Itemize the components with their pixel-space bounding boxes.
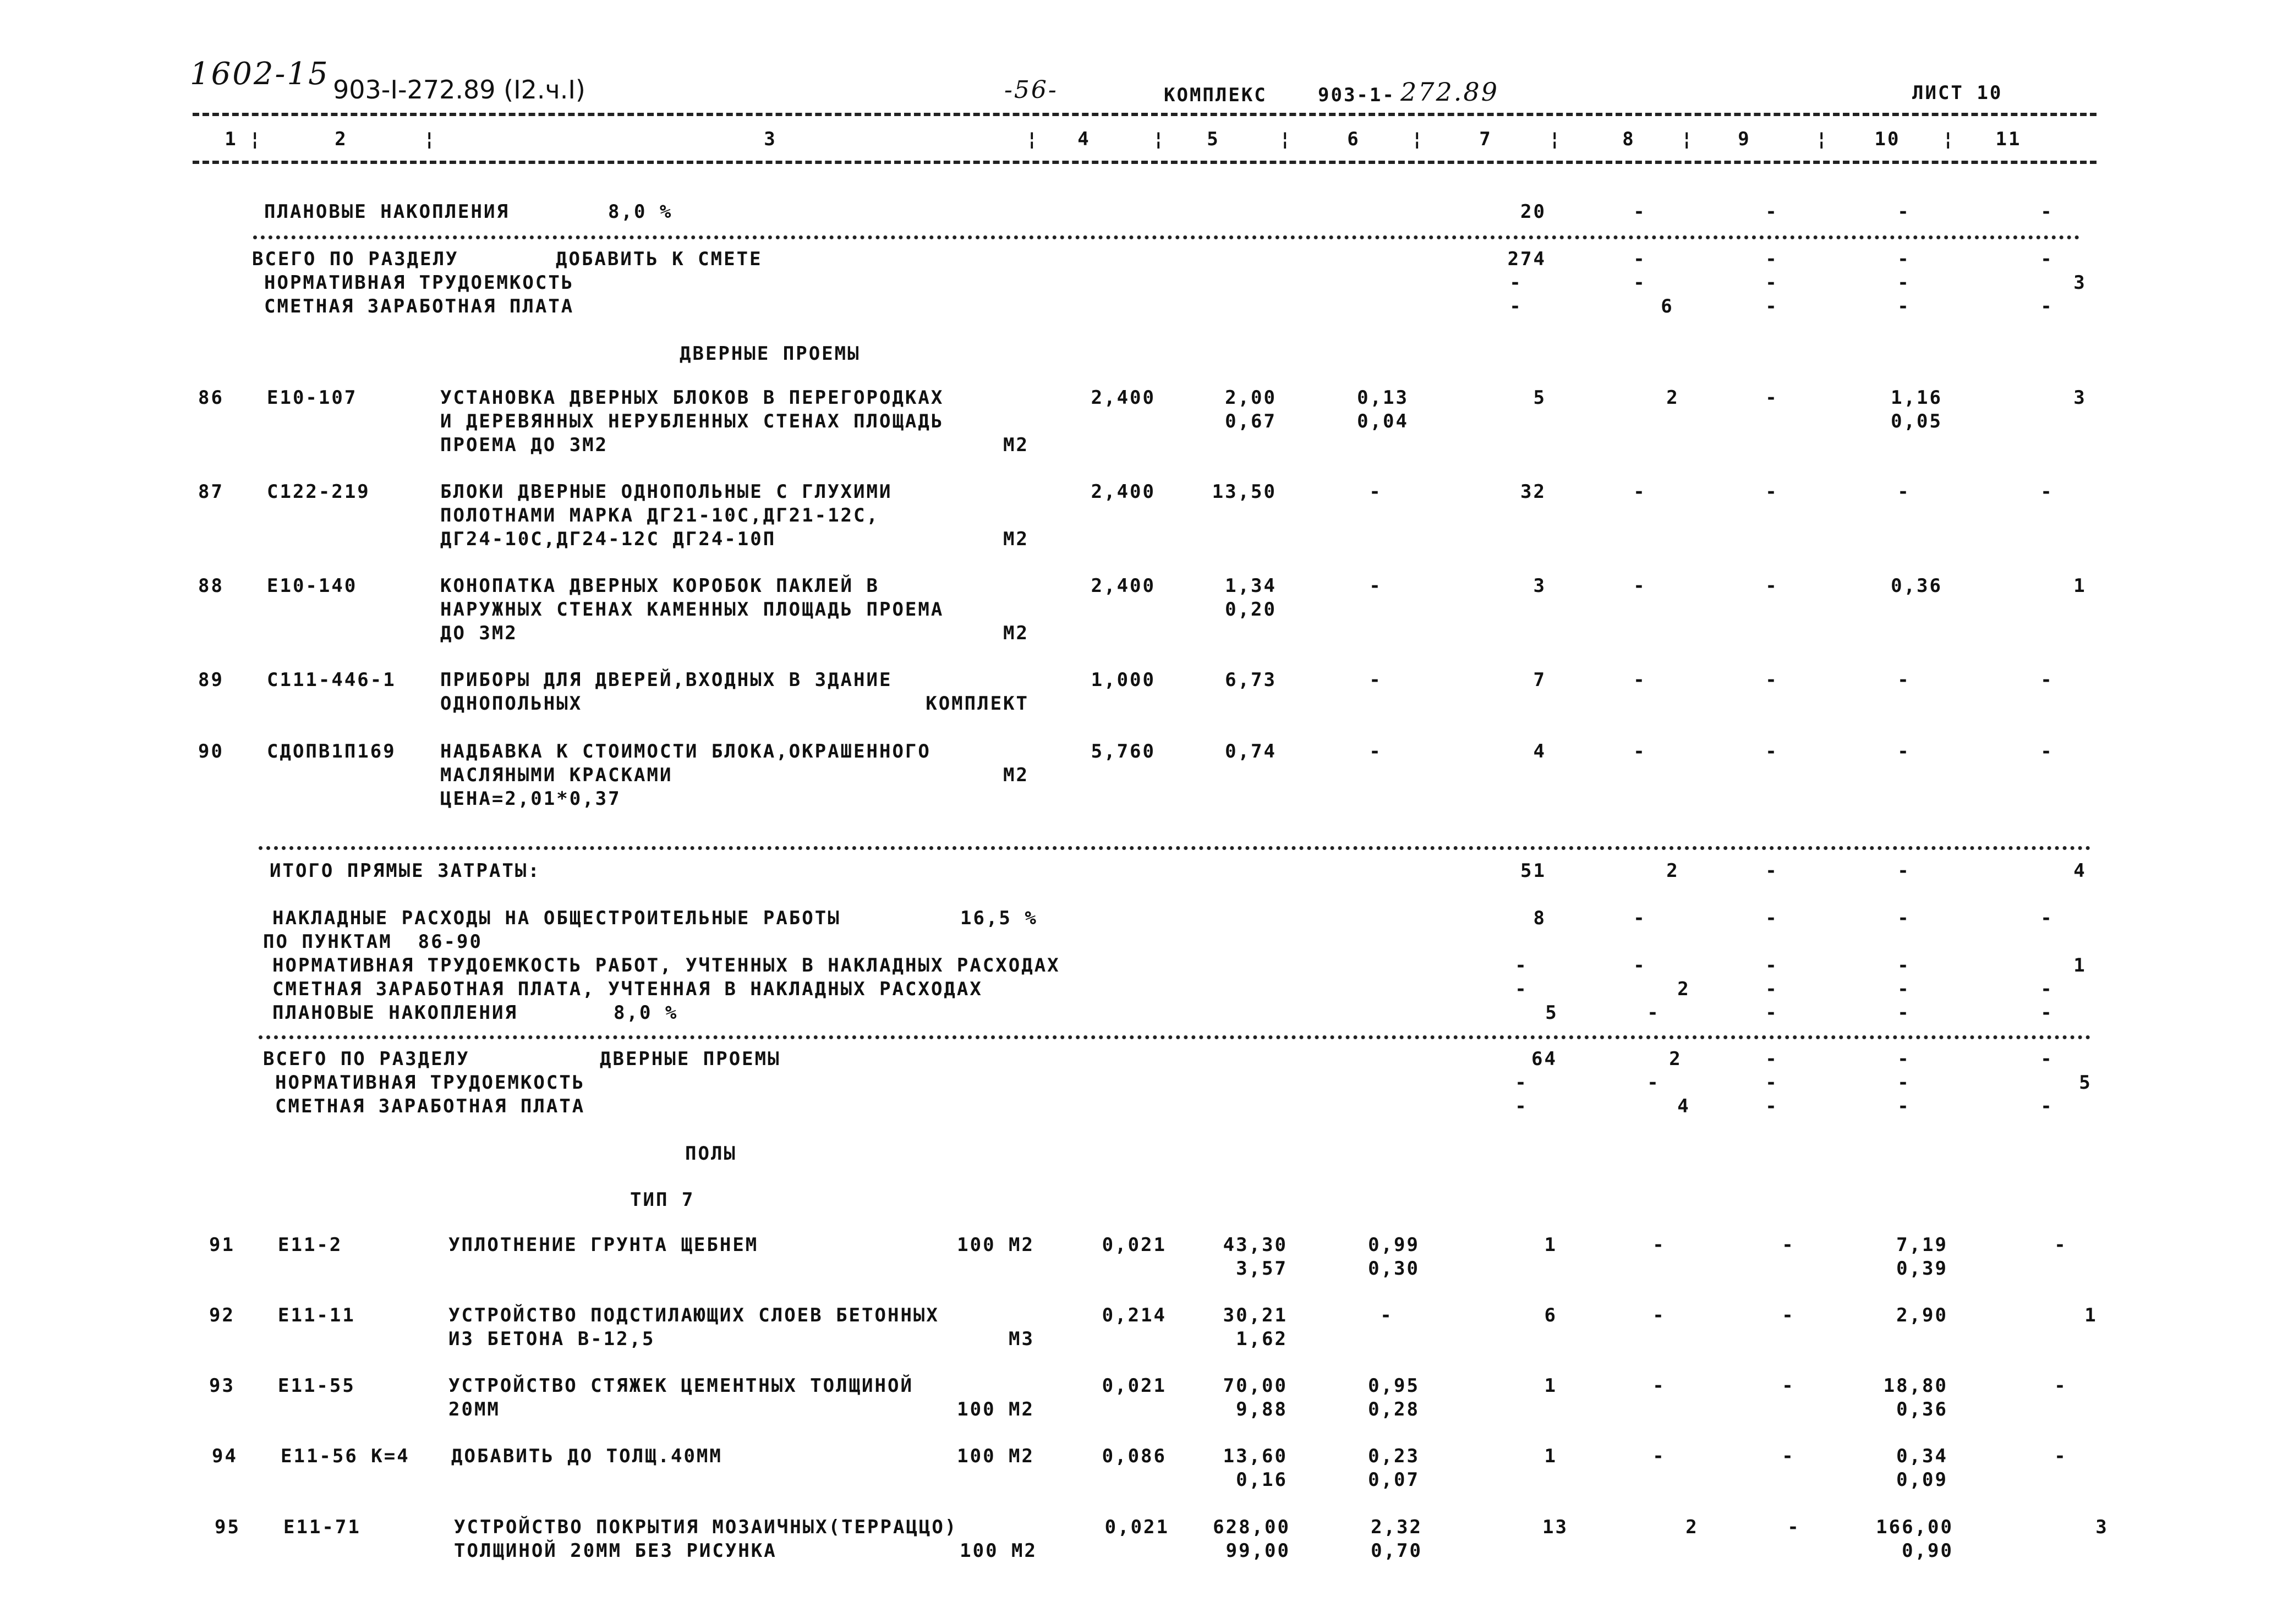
rate-code: Е11-55 <box>278 1375 355 1397</box>
total-cost: 32 <box>1520 481 1546 503</box>
col10-second: 0,05 <box>1891 410 1942 432</box>
unit: М3 <box>1009 1328 1034 1350</box>
unit-cost: 13,60 <box>1223 1445 1288 1467</box>
work-description: ОДНОПОЛЬНЫХ <box>440 693 583 715</box>
unit-cost: 43,30 <box>1223 1234 1288 1256</box>
machine-cost-wage: 0,30 <box>1368 1258 1420 1280</box>
row-number: 92 <box>209 1304 235 1326</box>
section-total-add-label: ДОБАВИТЬ К СМЕТЕ <box>556 248 763 270</box>
machine-cost: 0,23 <box>1368 1445 1420 1467</box>
col11: 1 <box>2084 1304 2098 1326</box>
col-separator: ¦ <box>1549 128 1562 150</box>
planned-c10: - <box>1897 201 1911 223</box>
work-description: НАДБАВКА К СТОИМОСТИ БЛОКА,ОКРАШЕННОГО <box>440 740 931 762</box>
section-total-label: ВСЕГО ПО РАЗДЕЛУ <box>252 248 459 270</box>
col11: - <box>2054 1445 2067 1467</box>
work-description: УСТРОЙСТВО ПОКРЫТИЯ МОЗАИЧНЫХ(ТЕРРАЦЦО) <box>454 1516 958 1538</box>
doors-total-c8: 2 <box>1669 1048 1682 1070</box>
norm-c8: - <box>1633 272 1646 294</box>
unit-cost: 0,74 <box>1225 740 1277 762</box>
overhead-points: ПО ПУНКТАМ 86-90 <box>263 931 483 953</box>
row-number: 90 <box>198 740 224 762</box>
quantity: 0,214 <box>1102 1304 1167 1326</box>
overhead-c11: - <box>2040 907 2054 929</box>
dotted-separator <box>253 235 2080 239</box>
col10-second: 0,90 <box>1902 1540 1953 1562</box>
rate-code: Е11-2 <box>278 1234 343 1256</box>
rate-code: Е11-71 <box>283 1516 361 1538</box>
floor-type-heading: ТИП 7 <box>630 1189 695 1211</box>
work-description: УПЛОТНЕНИЕ ГРУНТА ЩЕБНЕМ <box>448 1234 759 1256</box>
direct-c9: - <box>1765 860 1778 882</box>
doors-total-wage-label: СМЕТНАЯ ЗАРАБОТНАЯ ПЛАТА <box>275 1095 585 1117</box>
work-description: ДГ24-10С,ДГ24-12С ДГ24-10П <box>440 528 776 550</box>
col-num-6: 6 <box>1347 128 1360 150</box>
work-description: МАСЛЯНЫМИ КРАСКАМИ <box>440 764 673 786</box>
planned-c7: 20 <box>1520 201 1546 223</box>
work-description: 20ММ <box>448 1398 500 1420</box>
col11: - <box>2040 481 2054 503</box>
col-separator: ¦ <box>249 128 262 150</box>
work-description: ДОБАВИТЬ ДО ТОЛЩ.40ММ <box>451 1445 722 1467</box>
overhead-wage-c10: - <box>1897 978 1911 1000</box>
unit-cost-wage: 9,88 <box>1236 1398 1288 1420</box>
machine-cost-wage: 0,70 <box>1371 1540 1422 1562</box>
row-number: 87 <box>198 481 224 503</box>
doors-total-name: ДВЕРНЫЕ ПРОЕМЫ <box>600 1048 781 1070</box>
machine-cost: 0,99 <box>1368 1234 1420 1256</box>
overhead-norm-c9: - <box>1765 954 1778 976</box>
col10: 0,34 <box>1896 1445 1948 1467</box>
row-number: 93 <box>209 1375 235 1397</box>
col11: - <box>2040 669 2054 691</box>
col-separator: ¦ <box>1816 128 1829 150</box>
row-number: 95 <box>215 1516 240 1538</box>
col-separator: ¦ <box>1681 128 1694 150</box>
unit: 100 М2 <box>957 1234 1034 1256</box>
col10-second: 0,36 <box>1896 1398 1948 1420</box>
overhead-norm-c7: - <box>1515 954 1528 976</box>
work-description: ЦЕНА=2,01*0,37 <box>440 788 621 810</box>
col-separator: ¦ <box>1026 128 1039 150</box>
work-description: ПРИБОРЫ ДЛЯ ДВЕРЕЙ,ВХОДНЫХ В ЗДАНИЕ <box>440 669 893 691</box>
col-separator: ¦ <box>1153 128 1166 150</box>
header-rule-bottom <box>193 161 2097 164</box>
dotted-separator <box>259 1035 2091 1039</box>
doors-total-wage-c8: 4 <box>1677 1095 1690 1117</box>
col-num-3: 3 <box>764 128 777 150</box>
total-c7: 274 <box>1507 248 1546 270</box>
doors-total-norm-c8: - <box>1647 1072 1660 1094</box>
work-description: УСТРОЙСТВО СТЯЖЕК ЦЕМЕНТНЫХ ТОЛЩИНОЙ <box>448 1375 913 1397</box>
col-num-9: 9 <box>1738 128 1751 150</box>
col9: - <box>1765 387 1778 409</box>
col-num-10: 10 <box>1874 128 1901 150</box>
machine-cost: 2,32 <box>1371 1516 1422 1538</box>
unit: 100 М2 <box>957 1398 1034 1420</box>
total-cost: 6 <box>1544 1304 1557 1326</box>
unit: КОМПЛЕКТ <box>926 693 1029 715</box>
doors-total-norm-c7: - <box>1515 1072 1528 1094</box>
doors-total-norm-c11: 5 <box>2079 1072 2092 1094</box>
unit: 100 М2 <box>957 1445 1034 1467</box>
col9: - <box>1765 669 1778 691</box>
overhead-norm-c10: - <box>1897 954 1911 976</box>
machine-cost: 0,95 <box>1368 1375 1420 1397</box>
col9: - <box>1782 1304 1795 1326</box>
col11: 3 <box>2073 387 2087 409</box>
quantity: 0,021 <box>1102 1234 1167 1256</box>
overhead-c9: - <box>1765 907 1778 929</box>
col10: 18,80 <box>1883 1375 1948 1397</box>
col10: 1,16 <box>1891 387 1942 409</box>
overhead-c10: - <box>1897 907 1911 929</box>
machine-cost: - <box>1369 740 1382 762</box>
total-c8: - <box>1633 248 1646 270</box>
unit-cost: 30,21 <box>1223 1304 1288 1326</box>
wage-c8: 6 <box>1661 295 1674 317</box>
work-description: ТОЛЩИНОЙ 20ММ БЕЗ РИСУНКА <box>454 1540 777 1562</box>
unit-cost: 2,00 <box>1225 387 1277 409</box>
col9: - <box>1765 481 1778 503</box>
wage-c11: - <box>2040 295 2054 317</box>
col11: 1 <box>2073 575 2087 597</box>
overhead-wage-c9: - <box>1765 978 1778 1000</box>
rate-code: СДОПВ1П169 <box>267 740 396 762</box>
machine-cost: 0,13 <box>1357 387 1409 409</box>
machine-cost: - <box>1369 575 1382 597</box>
machine-cost-wage: 0,07 <box>1368 1469 1420 1491</box>
direct-c8: 2 <box>1666 860 1679 882</box>
total-cost: 7 <box>1533 669 1546 691</box>
section-heading-doors: ДВЕРНЫЕ ПРОЕМЫ <box>680 343 861 365</box>
col10: 166,00 <box>1876 1516 1953 1538</box>
doors-total-wage-c9: - <box>1765 1095 1778 1117</box>
col8: 2 <box>1666 387 1679 409</box>
col-num-11: 11 <box>1995 128 2022 150</box>
quantity: 0,021 <box>1104 1516 1169 1538</box>
direct-c10: - <box>1897 860 1911 882</box>
work-description: ПОЛОТНАМИ МАРКА ДГ21-10С,ДГ21-12С, <box>440 504 879 526</box>
col-num-7: 7 <box>1479 128 1492 150</box>
planned-accumulation-label: ПЛАНОВЫЕ НАКОПЛЕНИЯ <box>264 201 510 223</box>
unit: М2 <box>1003 764 1029 786</box>
col10-second: 0,09 <box>1896 1469 1948 1491</box>
overhead-wage-c11: - <box>2040 978 2054 1000</box>
overhead-c8: - <box>1633 907 1646 929</box>
total-c10: - <box>1897 248 1911 270</box>
overhead-wage-c7: - <box>1515 978 1528 1000</box>
dotted-separator <box>259 846 2091 850</box>
total-cost: 3 <box>1533 575 1546 597</box>
col10: 2,90 <box>1896 1304 1948 1326</box>
doc-code: 903-I-272.89 (I2.ч.I) <box>333 75 585 105</box>
page-number: -56- <box>1004 76 1058 104</box>
row-number: 86 <box>198 387 224 409</box>
doors-total-c11: - <box>2040 1048 2054 1070</box>
overhead-percent: 16,5 % <box>960 907 1038 929</box>
overhead-norm-c8: - <box>1633 954 1646 976</box>
estimated-wage-label: СМЕТНАЯ ЗАРАБОТНАЯ ПЛАТА <box>264 295 574 317</box>
wage-c10: - <box>1897 295 1911 317</box>
normative-labor-label: НОРМАТИВНАЯ ТРУДОЕМКОСТЬ <box>264 272 574 294</box>
wage-c7: - <box>1509 295 1523 317</box>
col-num-2: 2 <box>335 128 348 150</box>
planned-c8: - <box>1633 201 1646 223</box>
quantity: 1,000 <box>1091 669 1156 691</box>
total-cost: 1 <box>1544 1445 1557 1467</box>
col9: - <box>1782 1445 1795 1467</box>
unit-cost-wage: 3,57 <box>1236 1258 1288 1280</box>
machine-cost: - <box>1369 669 1382 691</box>
col11: - <box>2054 1375 2067 1397</box>
col10: - <box>1897 481 1911 503</box>
col-separator: ¦ <box>1411 128 1425 150</box>
complex-code-handwritten: 272.89 <box>1400 77 1499 107</box>
direct-c11: 4 <box>2073 860 2087 882</box>
work-description: ДО 3М2 <box>440 622 518 644</box>
total-cost: 13 <box>1542 1516 1568 1538</box>
sheet-number: ЛИСТ 10 <box>1912 82 2003 104</box>
rate-code: С122-219 <box>267 481 370 503</box>
unit: 100 М2 <box>960 1540 1037 1562</box>
overhead-planned-label: ПЛАНОВЫЕ НАКОПЛЕНИЯ <box>272 1002 518 1024</box>
col9: - <box>1765 575 1778 597</box>
quantity: 2,400 <box>1091 575 1156 597</box>
total-cost: 5 <box>1533 387 1546 409</box>
doors-total-wage-c11: - <box>2040 1095 2054 1117</box>
col9: - <box>1765 740 1778 762</box>
col8: - <box>1652 1234 1666 1256</box>
unit: М2 <box>1003 622 1029 644</box>
row-number: 94 <box>212 1445 238 1467</box>
work-description: ПРОЕМА ДО 3М2 <box>440 434 609 456</box>
col8: - <box>1652 1445 1666 1467</box>
work-description: И ДЕРЕВЯННЫХ НЕРУБЛЕННЫХ СТЕНАХ ПЛОЩАДЬ <box>440 410 944 432</box>
doors-total-wage-c10: - <box>1897 1095 1911 1117</box>
unit-cost: 70,00 <box>1223 1375 1288 1397</box>
norm-c7: - <box>1509 272 1523 294</box>
total-c11: - <box>2040 248 2054 270</box>
col10: 7,19 <box>1896 1234 1948 1256</box>
overhead-norm-c11: 1 <box>2073 954 2087 976</box>
rate-code: Е11-56 К=4 <box>281 1445 410 1467</box>
col8: - <box>1633 575 1646 597</box>
col8: - <box>1652 1304 1666 1326</box>
work-description: КОНОПАТКА ДВЕРНЫХ КОРОБОК ПАКЛЕЙ В <box>440 575 879 597</box>
machine-cost-wage: 0,04 <box>1357 410 1409 432</box>
overhead-c7: 8 <box>1533 907 1546 929</box>
col9: - <box>1787 1516 1800 1538</box>
col8: - <box>1633 740 1646 762</box>
overhead-planned-c11: - <box>2040 1002 2054 1024</box>
unit-cost-wage: 0,16 <box>1236 1469 1288 1491</box>
col8: - <box>1652 1375 1666 1397</box>
rate-code: Е11-11 <box>278 1304 355 1326</box>
col-num-8: 8 <box>1622 128 1635 150</box>
col11: - <box>2040 740 2054 762</box>
doors-total-c7: 64 <box>1531 1048 1557 1070</box>
machine-cost: - <box>1369 481 1382 503</box>
quantity: 0,086 <box>1102 1445 1167 1467</box>
unit-cost-wage: 0,67 <box>1225 410 1277 432</box>
direct-costs-label: ИТОГО ПРЯМЫЕ ЗАТРАТЫ: <box>270 860 541 882</box>
unit-cost-wage: 1,62 <box>1236 1328 1288 1350</box>
col11: 3 <box>2095 1516 2109 1538</box>
row-number: 91 <box>209 1234 235 1256</box>
quantity: 0,021 <box>1102 1375 1167 1397</box>
col-num-5: 5 <box>1207 128 1220 150</box>
norm-c11: 3 <box>2073 272 2087 294</box>
rate-code: Е10-107 <box>267 387 358 409</box>
total-c9: - <box>1765 248 1778 270</box>
unit: М2 <box>1003 434 1029 456</box>
col8: - <box>1633 481 1646 503</box>
col10: - <box>1897 669 1911 691</box>
planned-c11: - <box>2040 201 2054 223</box>
overhead-wage-label: СМЕТНАЯ ЗАРАБОТНАЯ ПЛАТА, УЧТЕННАЯ В НАКЛАДНЫХ РАСХОДАХ <box>272 978 983 1000</box>
col9: - <box>1782 1375 1795 1397</box>
doors-total-norm-label: НОРМАТИВНАЯ ТРУДОЕМКОСТЬ <box>275 1072 585 1094</box>
total-cost: 1 <box>1544 1375 1557 1397</box>
norm-c9: - <box>1765 272 1778 294</box>
unit-cost: 6,73 <box>1225 669 1277 691</box>
doors-total-wage-c7: - <box>1515 1095 1528 1117</box>
col8: - <box>1633 669 1646 691</box>
rate-code: Е10-140 <box>267 575 358 597</box>
unit-cost: 13,50 <box>1212 481 1277 503</box>
col-separator: ¦ <box>424 128 437 150</box>
doors-total-norm-c9: - <box>1765 1072 1778 1094</box>
work-description: БЛОКИ ДВЕРНЫЕ ОДНОПОЛЬНЫЕ С ГЛУХИМИ <box>440 481 893 503</box>
col9: - <box>1782 1234 1795 1256</box>
overhead-planned-c8: - <box>1647 1002 1660 1024</box>
doors-total-c9: - <box>1765 1048 1778 1070</box>
col10: - <box>1897 740 1911 762</box>
col-separator: ¦ <box>1279 128 1293 150</box>
machine-cost: - <box>1380 1304 1393 1326</box>
planned-accumulation-percent: 8,0 % <box>608 201 673 223</box>
overhead-planned-c10: - <box>1897 1002 1911 1024</box>
col11: - <box>2054 1234 2067 1256</box>
col10-second: 0,39 <box>1896 1258 1948 1280</box>
work-description: ИЗ БЕТОНА В-12,5 <box>448 1328 655 1350</box>
col-num-1: 1 <box>225 128 238 150</box>
col-separator: ¦ <box>1942 128 1956 150</box>
rate-code: С111-446-1 <box>267 669 396 691</box>
header-rule-top <box>193 113 2097 116</box>
section-heading-floors: ПОЛЫ <box>685 1143 737 1165</box>
overhead-planned-c7: 5 <box>1545 1002 1558 1024</box>
overhead-label: НАКЛАДНЫЕ РАСХОДЫ НА ОБЩЕСТРОИТЕЛЬНЫЕ РАБОТЫ <box>272 907 841 929</box>
overhead-wage-c8: 2 <box>1677 978 1690 1000</box>
complex-code-printed: 903-1- <box>1318 84 1395 106</box>
col8: 2 <box>1685 1516 1699 1538</box>
col-num-4: 4 <box>1077 128 1091 150</box>
direct-c7: 51 <box>1520 860 1546 882</box>
unit-cost: 628,00 <box>1213 1516 1290 1538</box>
planned-c9: - <box>1765 201 1778 223</box>
norm-c10: - <box>1897 272 1911 294</box>
work-description: УСТАНОВКА ДВЕРНЫХ БЛОКОВ В ПЕРЕГОРОДКАХ <box>440 387 944 409</box>
overhead-planned-c9: - <box>1765 1002 1778 1024</box>
total-cost: 1 <box>1544 1234 1557 1256</box>
unit: М2 <box>1003 528 1029 550</box>
overhead-planned-percent: 8,0 % <box>614 1002 678 1024</box>
row-number: 88 <box>198 575 224 597</box>
unit-cost: 1,34 <box>1225 575 1277 597</box>
row-number: 89 <box>198 669 224 691</box>
unit-cost-wage: 99,00 <box>1225 1540 1290 1562</box>
work-description: НАРУЖНЫХ СТЕНАХ КАМЕННЫХ ПЛОЩАДЬ ПРОЕМА <box>440 599 944 621</box>
wage-c9: - <box>1765 295 1778 317</box>
col10: 0,36 <box>1891 575 1942 597</box>
unit-cost-wage: 0,20 <box>1225 599 1277 621</box>
work-description: УСТРОЙСТВО ПОДСТИЛАЮЩИХ СЛОЕВ БЕТОННЫХ <box>448 1304 939 1326</box>
quantity: 2,400 <box>1091 481 1156 503</box>
doors-total-label: ВСЕГО ПО РАЗДЕЛУ <box>263 1048 470 1070</box>
quantity: 5,760 <box>1091 740 1156 762</box>
handwritten-id: 1602-15 <box>190 56 330 92</box>
quantity: 2,400 <box>1091 387 1156 409</box>
overhead-norm-label: НОРМАТИВНАЯ ТРУДОЕМКОСТЬ РАБОТ, УЧТЕННЫХ В НАКЛАДНЫХ РАСХОДАХ <box>272 954 1060 976</box>
machine-cost-wage: 0,28 <box>1368 1398 1420 1420</box>
doors-total-c10: - <box>1897 1048 1911 1070</box>
doors-total-norm-c10: - <box>1897 1072 1911 1094</box>
complex-label: КОМПЛЕКС <box>1164 84 1267 106</box>
total-cost: 4 <box>1533 740 1546 762</box>
